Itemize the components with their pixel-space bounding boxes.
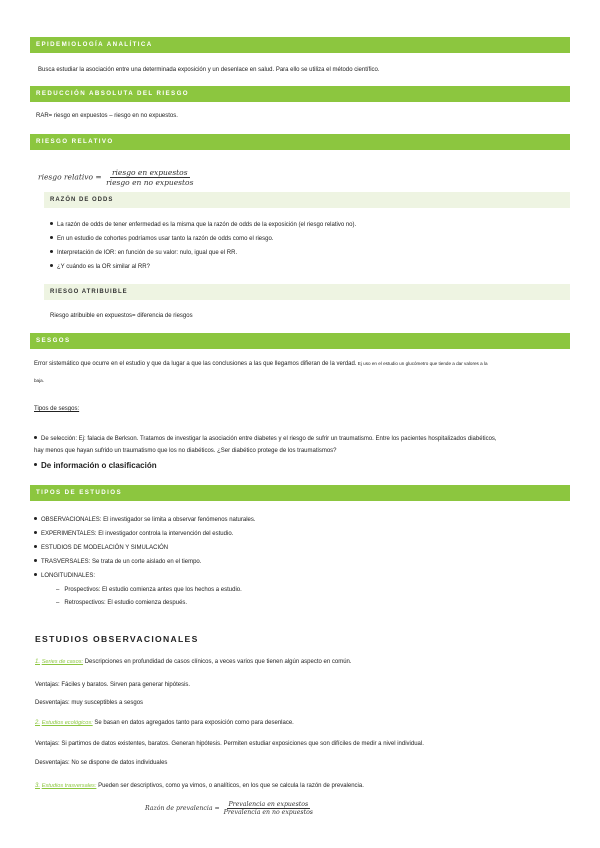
sesgos-definition <box>34 361 488 367</box>
sesgos-definition-line2: baja. <box>34 378 44 383</box>
obs-item-2 <box>35 720 294 726</box>
tipo-estudio-bullet-4: TRASVERSALES: Se trata de un corte aislado en el tiempo. <box>34 559 201 565</box>
tipo-estudio-bullet-2: EXPERIMENTALES: El investigador controla la intervención del estudio. <box>34 531 233 537</box>
section-header-riesgo-relativo: RIESGO RELATIVO <box>30 134 570 150</box>
obs-item-1-label: Series de casos: <box>41 659 84 665</box>
sesgos-definition-example: Ej uso en el estudio un glucómetro que tiende a dar valores a la <box>356 361 488 366</box>
prevalencia-formula-denominator: Prevalencia en no expuestos <box>223 809 313 816</box>
epidemiologia-analitica-text: Busca estudiar la asociación entre una determinada exposición y un desenlace en salud. Para ello se utiliza el método científico. <box>38 67 380 73</box>
sesgo-seleccion-line1: De selección: Ej: falacia de Berkson. Tratamos de investigar la asociación entre diabetes y el riesgo de sufrir un traumatismo. Entre los pacientes hospitalizados diabéticos, <box>34 436 497 442</box>
odds-bullet-4: ¿Y cuándo es la OR similar al RR? <box>50 264 150 270</box>
estudios-observacionales-title: ESTUDIOS OBSERVACIONALES <box>35 634 199 644</box>
rar-text: RAR= riesgo en expuestos – riesgo en no expuestos. <box>36 113 178 119</box>
obs-item-2-number: 2. <box>35 720 41 726</box>
riesgo-atribuible-text: Riesgo atribuible en expuestos= diferencia de riesgos <box>50 313 193 319</box>
obs-item-1 <box>35 659 352 665</box>
obs-item-1-ventajas: Ventajas: Fáciles y baratos. Sirven para generar hipótesis. <box>35 682 191 688</box>
subsection-header-razon-de-odds: RAZÓN DE ODDS <box>44 192 570 208</box>
riesgo-relativo-formula <box>38 168 195 187</box>
section-header-rar: REDUCCIÓN ABSOLUTA DEL RIESGO <box>30 86 570 102</box>
obs-item-1-number: 1. <box>35 659 41 665</box>
formula-denominator: riesgo en no expuestos <box>106 178 194 187</box>
odds-bullet-3: Interpretación de IOR: en función de su valor: nulo, igual que el RR. <box>50 250 237 256</box>
sesgos-definition-main: Error sistemático que ocurre en el estudio y que da lugar a que las conclusiones a las que llegamos difieran de la verdad. <box>34 361 357 367</box>
obs-item-1-text: Descripciones en profundidad de casos clínicos, a veces varios que tienen algún aspecto en común. <box>83 659 352 665</box>
longitudinal-sub-2: – Retrospectivos: El estudio comienza después. <box>56 600 188 606</box>
obs-item-2-ventajas: Ventajas: Si partimos de datos existentes, baratos. Generan hipótesis. Permiten estudiar exposiciones que son difíciles de medir a nivel individual. <box>35 741 424 747</box>
prevalencia-formula-label: Razón de prevalencia = <box>145 805 220 812</box>
obs-item-1-desventajas: Desventajas: muy susceptibles a sesgos <box>35 700 144 706</box>
longitudinal-sub-2-text: Retrospectivos: El estudio comienza después. <box>64 600 188 606</box>
prevalencia-formula-numerator: Prevalencia en expuestos <box>228 801 309 808</box>
sesgo-informacion: De información o clasificación <box>34 461 157 470</box>
obs-item-3-text: Pueden ser descriptivos, como ya vimos, o analíticos, en los que se calcula la razón de prevalencia. <box>96 783 364 789</box>
tipo-estudio-bullet-1: OBSERVACIONALES: El investigador se limita a observar fenómenos naturales. <box>34 517 256 523</box>
tipos-de-sesgos-label: Tipos de sesgos: <box>34 406 80 412</box>
razon-prevalencia-formula <box>145 801 315 816</box>
formula-label: riesgo relativo = <box>38 172 102 182</box>
obs-item-3-label: Estudios trasversales: <box>41 783 97 789</box>
obs-item-2-text: Se basan en datos agregados tanto para exposición como para desenlace. <box>92 720 294 726</box>
subsection-header-riesgo-atribuible: RIESGO ATRIBUIBLE <box>44 284 570 300</box>
tipo-estudio-bullet-3: ESTUDIOS DE MODELACIÓN Y SIMULACIÓN <box>34 545 168 551</box>
obs-item-2-desventajas: Desventajas: No se dispone de datos individuales <box>35 760 168 766</box>
formula-numerator: riesgo en expuestos <box>111 168 188 177</box>
obs-item-3 <box>35 783 364 789</box>
odds-bullet-1: La razón de odds de tener enfermedad es la misma que la razón de odds de la exposición (el riesgo relativo no). <box>50 222 356 228</box>
tipo-estudio-bullet-5: LONGITUDINALES: <box>34 573 95 579</box>
sesgo-seleccion-line2: hay menos que hayan sufrido un traumatismo que los no diabéticos. ¿Ser diabético protege de los traumatismos? <box>34 448 337 454</box>
prevalencia-formula-fraction <box>222 801 315 816</box>
longitudinal-sub-1: – Prospectivos: El estudio comienza antes que los hechos a estudio. <box>56 587 242 593</box>
formula-fraction <box>104 168 195 187</box>
section-header-epidemiologia-analitica: EPIDEMIOLOGÍA ANALÍTICA <box>30 37 570 53</box>
longitudinal-sub-1-text: Prospectivos: El estudio comienza antes que los hechos a estudio. <box>64 587 242 593</box>
section-header-sesgos: SESGOS <box>30 333 570 349</box>
obs-item-2-label: Estudios ecológicos: <box>41 720 93 726</box>
section-header-tipos-de-estudios: TIPOS DE ESTUDIOS <box>30 485 570 501</box>
obs-item-3-number: 3. <box>35 783 41 789</box>
odds-bullet-2: En un estudio de cohortes podríamos usar tanto la razón de odds como el riesgo. <box>50 236 273 242</box>
